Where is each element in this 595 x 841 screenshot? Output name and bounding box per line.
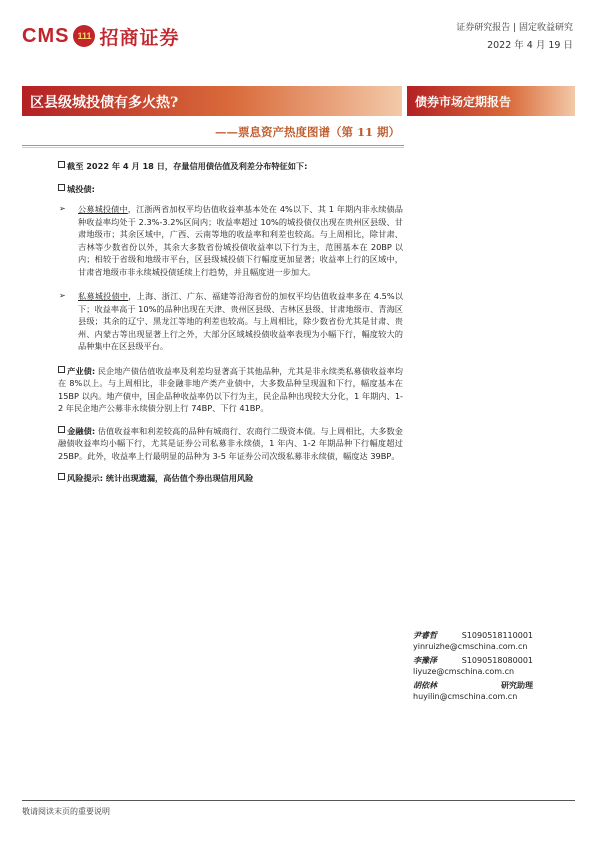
analyst-name: 尹睿哲 [413,630,437,640]
bullet-private-chengtou [58,290,403,353]
report-subtitle: ——票息资产热度图谱（第 11 期） [214,125,400,139]
analyst-email[interactable]: yinruizhe@cmschina.com.cn [413,642,528,652]
intro-paragraph [58,160,403,173]
logo-chinese-text: 招商证券 [99,26,180,49]
industry-bond-paragraph [58,365,403,415]
report-type: 证券研究报告 | 固定收益研究 [456,23,573,33]
financial-bond-paragraph [58,425,403,463]
arrow-bullet-icon: ➢ [59,291,66,300]
analyst-name: 李豫泽 [413,654,437,665]
analyst-row [413,680,573,691]
checkbox-icon [58,161,65,168]
analyst-id: S1090518110001 [461,631,533,640]
risk-text: 统计出现遗漏，高估值个券出现信用风险 [103,473,254,483]
report-category: 债券市场定期报告 [415,95,512,109]
analyst-role: 研究助理 [501,680,533,690]
logo-cms-text: CMS [22,24,70,47]
logo-badge-icon: 111 [73,25,95,47]
section-text: 估值收益率和利差较高的品种有城商行、农商行二级资本债。与上周相比，大多数金融债收益率均小幅下行，尤其是证券公司私募非永续债，1 年内、1-2 年期品种下行幅度超过 25BP。此外，收益率上行最明显的品种为 3-5 年证券公司次级私募非永续债，幅度达 39BP。 [58,425,403,461]
report-date: 2022 年 4 月 19 日 [487,40,573,51]
checkbox-icon [58,366,65,373]
analyst-list [413,630,573,704]
checkbox-icon [58,184,65,191]
section-text: 民企地产债估值收益率及利差均显著高于其他品种，尤其是非永续类私募债收益率均在 8%以上。与上周相比，非金融非地产类产业债中，大多数品种呈现温和下行，幅度基本在 15BP 以内。地产债中，国企品种收益率仍以下行为主，民企品种出现较大分化，1 年期内、1-2 年民企地产公募非永续债分别上行 74BP、下行 41BP。 [58,365,403,413]
section-title: 城投债: [67,183,95,194]
analyst-row [413,655,573,666]
section-title: 金融债: [67,425,96,436]
checkbox-icon [58,426,65,433]
analyst-email[interactable]: huyilin@cmschina.com.cn [413,692,518,702]
footer-divider [22,800,575,801]
intro-text: 截至 2022 年 4 月 18 日，存量信用债估值及利差分布特征如下: [67,161,308,171]
risk-paragraph [58,472,403,485]
section-title: 产业债: [67,365,96,376]
risk-title: 风险提示: [67,473,104,483]
report-title: 区县级城投债有多火热? [30,95,179,111]
bullet-text: ，上海、浙江、广东、福建等沿海省份的加权平均估值收益率多在 4.5%以下；收益率高于 10%的品种出现在天津、贵州区县级、吉林区县级、甘肃地级市、青海区县级；其余的辽宁、黑龙江等地的利差也较高。与上周相比，除少数省份尤其是甘肃、贵州、内蒙古等出现显著上行之外，大部分区域城投债收益率表现为小幅下行，幅度较大的品种集中在区县级平台。 [78,291,403,351]
bullet-lead: 公募城投债中 [78,204,128,214]
bullet-text: ，江浙两省加权平均估值收益率基本处在 4%以下、其 1 年期内非永续债品种收益率均处于 2.3%-3.2%区间内；收益率超过 10%的城投债仅出现在贵州区县级、甘肃地级市；其余区域中，广西、云南等地的收益率和利差也较高。与上周相比，除甘肃、吉林等少数省份以外，其余大多数省份城投债收益率以下行为主，范围基本在 20BP 以内；相较于省级和地级市平台，区县级城投债下行幅度更加显著；收益率上行的区域中，甘肃省地级市非永续城投债延续上行趋势，并且幅度进一步加大。 [78,204,403,277]
analyst-id: S1090518080001 [461,655,533,665]
bullet-public-chengtou [58,203,403,278]
analyst-email[interactable]: liyuze@cmschina.com.cn [413,667,515,677]
title-divider-2 [22,147,404,148]
arrow-bullet-icon: ➢ [59,204,66,213]
report-body [58,160,403,495]
section-heading-chengtou [58,183,403,196]
footer-note: 敬请阅读末页的重要说明 [22,807,110,816]
analyst-row [413,630,573,641]
analyst-name: 胡依林 [413,679,437,690]
bullet-lead: 私募城投债中 [78,291,129,301]
company-logo [22,16,179,56]
title-divider [22,145,404,146]
checkbox-icon [58,473,65,480]
